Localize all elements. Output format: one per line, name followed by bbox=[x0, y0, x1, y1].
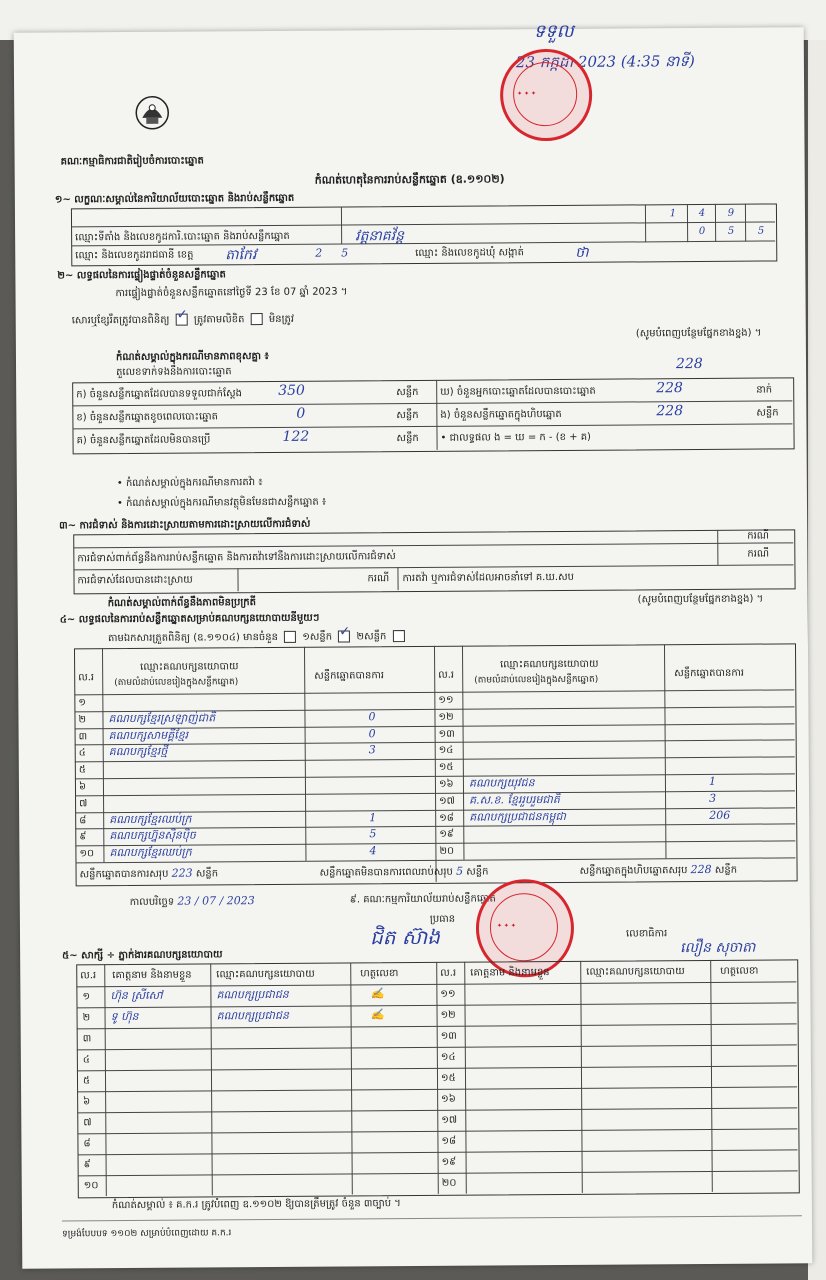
secretary-signature: លឿន សុចាតា bbox=[680, 939, 756, 957]
province-value: តាកែវ bbox=[225, 247, 257, 264]
result-row-party: គណបក្សហ្វ៊ុនស៊ិនប៉ិច bbox=[109, 828, 196, 843]
section4-intro: តាមឯកសារត្រួតពិនិត្យ (ឧ.១១០៤) មានចំនួន ១សន្លឹក ✓ ២សន្លឹក bbox=[108, 630, 408, 645]
count-row-value: 350 bbox=[278, 382, 305, 399]
code-top-digit: 1 bbox=[669, 208, 677, 220]
receipt-datetime: 23 កក្កដា 2023 (4:35 នាទី) bbox=[515, 52, 695, 72]
org-name: គណៈកម្មាធិការជាតិរៀបចំការបោះឆ្នោត bbox=[60, 155, 204, 168]
case-cell: ករណី bbox=[747, 548, 770, 560]
result-row-no: ៤ bbox=[78, 747, 86, 759]
result-row-no: ៣ bbox=[78, 730, 88, 742]
witness-row-no: ១៨ bbox=[441, 1135, 457, 1147]
result-row-no: ១៧ bbox=[439, 795, 455, 807]
witness-row-no: ២០ bbox=[441, 1177, 457, 1189]
seal-line: សោរឬខ្សែរឹតត្រូវបានពិនិត្យ ✓ ត្រូវតាមលិខិត មិនត្រូវ bbox=[72, 313, 294, 328]
committee-label: ៩. គណៈកម្មការិយាល័យរាប់សន្លឹកឆ្នោត bbox=[349, 893, 496, 906]
count-row-unit: សន្លឹក bbox=[396, 432, 419, 445]
witness-row-no: ៧ bbox=[83, 1117, 92, 1129]
official-stamp-top: ✦ ✦ ✦ bbox=[500, 49, 593, 142]
totals-line: សន្លឹកឆ្នោតបានការសរុប 223 សន្លឹក bbox=[79, 866, 219, 881]
witness-row-no: ៥ bbox=[82, 1075, 91, 1087]
witness-row-no: ១១ bbox=[440, 988, 456, 1000]
result-row-no: ១ bbox=[78, 697, 86, 709]
code-top-digit: 4 bbox=[698, 207, 706, 219]
result-row-party: គណបក្សប្រជាជនកម្ពុជា bbox=[469, 809, 567, 824]
count-date-line: ការផ្ទៀងផ្ទាត់ចំនួនសន្លឹកឆ្នោតនៅថ្ងៃទី 23 ខែ 07 ឆ្នាំ 2023 ។ bbox=[115, 286, 348, 300]
result-row-no: ៩ bbox=[79, 831, 87, 843]
result-row-no: ១១ bbox=[438, 694, 454, 706]
count-row-label: គ) ចំនួនសន្លឹកឆ្នោតដែលមិនបានប្រើ bbox=[76, 434, 211, 447]
result-row-votes: 5 bbox=[369, 827, 377, 841]
result-row-votes: 1 bbox=[708, 774, 716, 788]
witness-col-sign: ហត្ថលេខា bbox=[360, 968, 399, 980]
escalation-note: ការតវ៉ា ឬការជំទាស់ដែលអាចនាំទៅ គ.ឃ.សប bbox=[402, 571, 574, 585]
witness-row-signature: ✍ bbox=[370, 1008, 385, 1022]
total-valid-value: 223 bbox=[171, 866, 193, 880]
form-title: កំណត់ហេតុនៃការរាប់សន្លឹកឆ្នោត (ឧ.១១០២) bbox=[314, 172, 505, 187]
witness-row-no: ៦ bbox=[83, 1096, 91, 1108]
witness-row-no: ៣ bbox=[82, 1033, 92, 1045]
result-row-no: ៦ bbox=[78, 781, 87, 793]
witness-row-no: ៤ bbox=[82, 1054, 90, 1066]
col-votes-header: សន្លឹកឆ្នោតបានការ bbox=[674, 667, 745, 680]
protest-note: • កំណត់សម្គាល់ក្នុងករណីមានការតវ៉ា ៖ bbox=[116, 477, 263, 490]
witness-row-no: ១២ bbox=[440, 1009, 456, 1021]
result-row-party: គណបក្សខ្មែរស្រឡាញ់ជាតិ bbox=[108, 711, 216, 725]
witness-row-no: ១៤ bbox=[440, 1051, 456, 1063]
code-bottom-digit: 5 bbox=[727, 225, 735, 237]
witness-row-no: ១០ bbox=[83, 1180, 99, 1192]
objection-row: ការជំទាស់ពាក់ព័ន្ធនឹងការរាប់សន្លឹកឆ្នោត និងការតវ៉ាទៅនឹងការដោះស្រាយលើការជំទាស់ bbox=[77, 551, 396, 565]
result-row-votes: 1 bbox=[369, 810, 377, 824]
witness-row-no: ៨ bbox=[83, 1138, 91, 1150]
result-row-no: ១៨ bbox=[439, 812, 454, 824]
count-right-label: ឃ) ចំនួនអ្នកបោះឆ្នោតដែលបានបោះឆ្នោត bbox=[440, 385, 596, 398]
col-party-subheader: (តាមលំដាប់លេខរៀងក្នុងសន្លឹកឆ្នោត) bbox=[474, 674, 599, 686]
result-row-party: គណបក្សខ្មែរឈប់ក្រ bbox=[109, 845, 192, 860]
invalid-line: សន្លឹកឆ្នោតមិនបានការពេលរាប់សរុប 5 សន្លឹក bbox=[319, 864, 489, 879]
commune-label: ឈ្មោះ និងលេខកូដឃុំ សង្កាត់ bbox=[415, 247, 524, 259]
result-row-party: គ.ស.ខ. ខ្មែររួបរួមជាតិ bbox=[469, 792, 560, 807]
col-no-header: ល.រ bbox=[438, 669, 455, 681]
section2-heading: ២~ លទ្ធផលនៃការផ្ទៀងផ្ទាត់ចំនួនសន្លឹកឆ្នោត bbox=[57, 269, 226, 282]
result-row-no: ១២ bbox=[438, 711, 454, 723]
result-row-votes: 0 bbox=[368, 726, 376, 740]
witness-footnote: កំណត់សម្គាល់ ៖ គ.ក.រ ត្រូវបំពេញ ឧ.១១០២ ឱ្យបានត្រឹមត្រូវ ចំនួន ៣ច្បាប់ ។ bbox=[111, 1198, 401, 1212]
col-party-header: ឈ្មោះគណបក្សនយោបាយ bbox=[140, 661, 239, 673]
result-row-party: គណបក្សខ្មែរឈប់ក្រ bbox=[109, 812, 192, 826]
witness-col-name: គោត្តនាម និងនាមខ្លួន bbox=[470, 967, 550, 979]
witness-col-sign: ហត្ថលេខា bbox=[720, 965, 759, 977]
section4-heading: ៤~ លទ្ធផលនៃការរាប់សន្លឹកឆ្នោតសម្រាប់គណបក្សនយោបាយនីមួយៗ bbox=[59, 612, 320, 626]
witness-col-no: ល.រ bbox=[440, 967, 457, 979]
section3-fill-note: (សូមបំពេញបន្ថែមផ្នែកខាងខ្នង) ។ bbox=[637, 593, 764, 606]
result-row-votes: 3 bbox=[368, 743, 376, 757]
col-party-header: ឈ្មោះគណបក្សនយោបាយ bbox=[500, 658, 599, 671]
witness-row-no: ៩ bbox=[83, 1159, 91, 1171]
witness-row-no: ១ bbox=[82, 991, 91, 1003]
code-bottom-digit: 0 bbox=[698, 225, 706, 237]
result-row-no: ១៦ bbox=[438, 778, 454, 790]
count-row-label: ខ) ចំនួនសន្លឹកឆ្នោតខូចពេលបោះឆ្នោត bbox=[76, 411, 219, 424]
resolved-case: ករណី bbox=[367, 573, 390, 585]
count-formula: • ជាលទ្ធផល ង = ឃ = ក - (ខ + គ) bbox=[440, 431, 591, 444]
province-label: ឈ្មោះ និងលេខកូដរាជធានី ខេត្ត bbox=[75, 249, 194, 262]
result-row-no: ១០ bbox=[79, 848, 95, 860]
code-bottom-digit: 5 bbox=[757, 225, 765, 237]
result-row-votes: 0 bbox=[368, 710, 376, 724]
result-row-party: គណបក្សសាមគ្គីខ្មែរ bbox=[108, 728, 189, 742]
result-row-no: ៨ bbox=[79, 814, 87, 826]
witness-row-no: ១៩ bbox=[441, 1156, 457, 1168]
count-row-unit: សន្លឹក bbox=[396, 409, 419, 422]
irregularity-note: កំណត់សម្គាល់ពាក់ព័ន្ធនឹងភាពមិនប្រក្រតី bbox=[107, 597, 257, 610]
commune-value: ថា bbox=[575, 244, 589, 261]
official-stamp-bottom: ✦ ✦ ✦ bbox=[476, 879, 575, 978]
result-row-votes: 3 bbox=[709, 791, 717, 805]
chair-signature: ជិត ស៊ាង bbox=[369, 924, 440, 950]
secretary-label: លេខាធិការ bbox=[625, 928, 668, 940]
section3-heading: ៣~ ការជំទាស់ និងការដោះស្រាយតាមការដោះស្រាយលើការជំទាស់ bbox=[59, 518, 311, 532]
seal-ok-checkbox[interactable] bbox=[176, 314, 188, 326]
witness-col-party: ឈ្មោះគណបក្សនយោបាយ bbox=[216, 968, 315, 981]
result-row-party: គណបក្សយុវជន bbox=[468, 776, 535, 790]
count-right-value: 228 bbox=[656, 403, 684, 420]
witness-row-name: ទូ ហ៊ុន bbox=[110, 1009, 139, 1024]
result-row-votes: 4 bbox=[369, 844, 377, 858]
witness-row-no: ១៦ bbox=[441, 1093, 456, 1105]
witness-col-name: គោត្តនាម និងនាមខ្លួន bbox=[112, 969, 192, 982]
count-row-unit: សន្លឹក bbox=[396, 386, 419, 399]
result-row-no: ១៩ bbox=[439, 829, 454, 841]
witness-row-no: ២ bbox=[82, 1012, 91, 1024]
count-date-value: 23 / 07 / 2023 bbox=[177, 894, 255, 908]
result-row-no: ២ bbox=[78, 714, 87, 726]
section1-heading: ១~ លក្ខណៈសម្គាល់នៃការិយាល័យបោះឆ្នោត និងរាប់សន្លឹកឆ្នោត bbox=[54, 192, 295, 206]
box-total-line: សន្លឹកឆ្នោតក្នុងហិបឆ្នោតសរុប 228 សន្លឹក bbox=[579, 862, 738, 877]
section5-heading: ៥~ សាក្សី ÷ ភ្នាក់ងារគណបក្សនយោបាយ bbox=[62, 949, 223, 962]
witness-row-signature: ✍ bbox=[370, 987, 385, 1001]
result-row-no: ២០ bbox=[439, 845, 455, 858]
col-votes-header: សន្លឹកឆ្នោតបានការ bbox=[314, 670, 385, 682]
result-row-no: ១៣ bbox=[438, 728, 455, 740]
voters-total-label: តួលេខទាក់ទងនឹងការបោះឆ្នោត bbox=[116, 366, 232, 379]
witness-row-name: ហ៊ុន ស្រីសៅ bbox=[110, 988, 163, 1003]
foreign-object-note: • កំណត់សម្គាល់ក្នុងករណីមានវត្ថុមិនមែនជាសន្លឹកឆ្នោត ៖ bbox=[116, 496, 327, 510]
col-no-header: ល.រ bbox=[78, 672, 95, 684]
col-party-subheader: (តាមលំដាប់លេខរៀងក្នុងសន្លឹកឆ្នោត) bbox=[114, 677, 239, 689]
section2-fill-note: (សូមបំពេញបន្ថែមផ្នែកខាងខ្នង) ។ bbox=[635, 327, 762, 340]
witness-row-party: គណបក្សប្រជាជន bbox=[216, 1008, 289, 1023]
result-row-party: គណបក្សខ្មែរថ្មី bbox=[108, 745, 168, 759]
province-code-digit: 2 bbox=[315, 246, 323, 260]
sheet-count-two-checkbox[interactable] bbox=[392, 630, 404, 642]
count-right-label: ង) ចំនួនសន្លឹកឆ្នោតក្នុងហិបឆ្នោត bbox=[440, 408, 562, 421]
count-right-unit: នាក់ bbox=[756, 384, 773, 396]
count-right-value: 228 bbox=[656, 380, 683, 397]
form-footer: ទម្រង់បែបបទ ១១០២ សម្រាប់បំពេញដោយ គ.ក.រ bbox=[62, 1228, 232, 1240]
case-col-header: ករណី bbox=[747, 530, 769, 542]
receipt-note: ទទួល bbox=[533, 20, 574, 43]
resolved-label: ការជំទាស់ដែលបានដោះស្រាយ bbox=[77, 574, 193, 587]
count-right-unit: សន្លឹក bbox=[756, 407, 779, 419]
witness-row-no: ១៧ bbox=[441, 1114, 458, 1126]
result-row-no: ៧ bbox=[79, 798, 88, 810]
location-value: វត្តនាគវ័ន្ត bbox=[355, 228, 405, 245]
count-row-value: 122 bbox=[282, 428, 310, 445]
result-row-no: ៥ bbox=[78, 764, 86, 776]
location-label: ឈ្មោះទីតាំង និងលេខកូដការិ.បោះឆ្នោត និងរាប់សន្លឹកឆ្នោត bbox=[75, 230, 290, 244]
voters-total-value: 228 bbox=[675, 355, 703, 373]
witness-row-no: ១៣ bbox=[440, 1030, 457, 1042]
result-row-no: ១៤ bbox=[438, 745, 454, 757]
count-row-label: ក) ចំនួនសន្លឹកឆ្នោតដែលបានទទួលជាក់ស្តែង bbox=[76, 388, 243, 401]
count-row-value: 0 bbox=[296, 405, 306, 422]
sheet-count-checkbox[interactable] bbox=[284, 631, 296, 643]
nec-emblem-icon bbox=[132, 94, 172, 132]
election-form-sheet bbox=[14, 20, 813, 1268]
result-row-no: ១៥ bbox=[438, 761, 454, 774]
discrepancy-note: កំណត់សម្គាល់ក្នុងករណីមានភាពខុសគ្នា ៖ bbox=[115, 350, 269, 364]
count-date: កាលបរិច្ឆេទ 23 / 07 / 2023 bbox=[129, 894, 255, 908]
chair-label: ប្រធាន bbox=[429, 913, 456, 925]
seal-not-checkbox[interactable] bbox=[251, 313, 263, 325]
province-code-digit: 5 bbox=[341, 246, 349, 260]
total-invalid-value: 5 bbox=[456, 864, 464, 878]
witness-row-party: គណបក្សប្រជាជន bbox=[216, 987, 289, 1002]
total-box-value: 228 bbox=[690, 862, 712, 877]
witness-col-no: ល.រ bbox=[80, 970, 97, 982]
witness-col-party: ឈ្មោះគណបក្សនយោបាយ bbox=[586, 966, 685, 978]
witness-row-no: ១៥ bbox=[440, 1072, 456, 1084]
code-top-digit: 9 bbox=[727, 207, 735, 219]
result-row-votes: 206 bbox=[709, 808, 731, 822]
sheet-count-one-checkbox[interactable] bbox=[338, 630, 350, 642]
